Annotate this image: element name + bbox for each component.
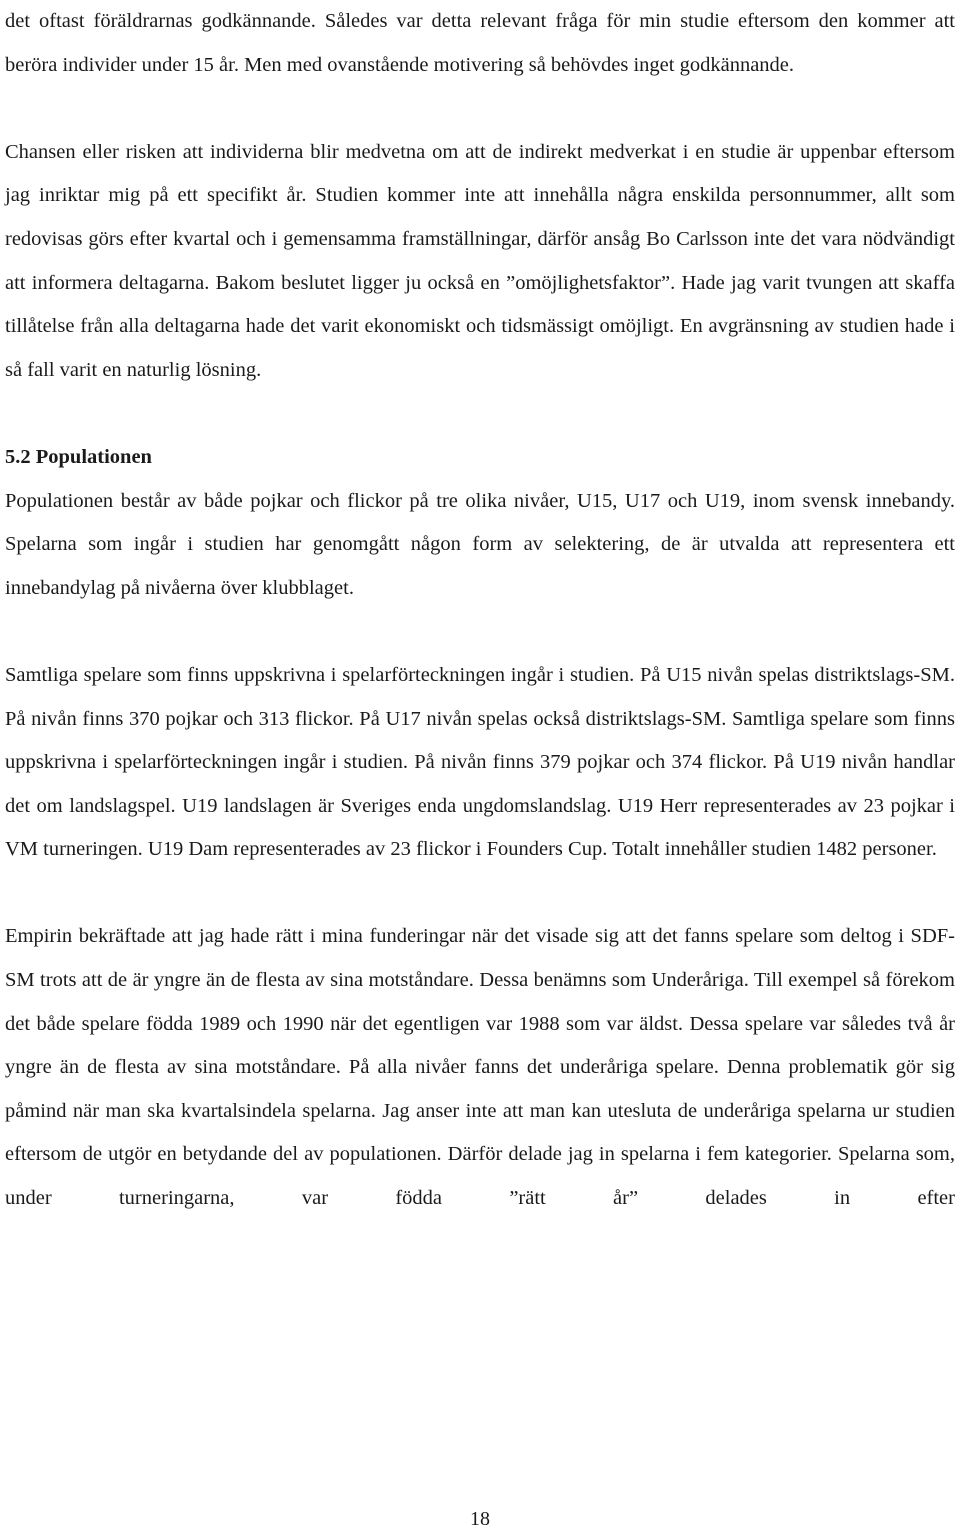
paragraph-empirics: Empirin bekräftade att jag hade rätt i mina funderingar när det visade sig att det fanns spelare som deltog i SDF-SM trots att de är yngre än de flesta av sina motståndare. Dessa benämns som Underåriga. Till exempel så förekom det både spelare födda 1989 och 1990 när det egentligen var 1988 som var äldst. Dessa spelare var således två år yngre än de flesta av sina motståndare. På alla nivåer fanns det underåriga spelare. Denna problematik gör sig påmind när man ska kvartalsindela spelarna. Jag anser inte att man kan utesluta de underåriga spelarna ur studien eftersom de utgör en betydande del av populationen. Därför delade jag in spelarna i fem kategorier. Spelarna som, under turneringarna, var födda ”rätt år” delades in efter (5, 925, 955, 1210)
paragraph-population: Populationen består av både pojkar och flickor på tre olika nivåer, U15, U17 och U19, inom svensk innebandy. Spelarna som ingår i studien har genomgått någon form av selektering, de är utvalda att representera ett innebandylag på nivåerna över klubblaget. (5, 489, 955, 599)
paragraph-gap (5, 610, 955, 654)
document-page (5, 0, 955, 1221)
paragraph-consent: det oftast föräldrarnas godkännande. Således var detta relevant fråga för min studie eftersom den kommer att beröra individer under 15 år. Men med ovanstående motivering så behövdes inget godkännande. (5, 10, 955, 76)
section-heading: 5.2 Populationen (5, 445, 152, 468)
paragraph-gap (5, 87, 955, 131)
paragraph-gap (5, 872, 955, 916)
page-number: 18 (470, 1508, 490, 1530)
paragraph-players: Samtliga spelare som finns uppskrivna i spelarförteckningen ingår i studien. På U15 nivån spelas distriktslags-SM. På nivån finns 370 pojkar och 313 flickor. På U17 nivån spelas också distriktslags-SM. Samtliga spelare som finns uppskrivna i spelarförteckningen ingår i studien. På nivån finns 379 pojkar och 374 flickor. På U19 nivån handlar det om landslagspel. U19 landslagen är Sveriges enda ungdomslandslag. U19 Herr representerades av 23 pojkar i VM turneringen. U19 Dam representerades av 23 flickor i Founders Cup. Totalt innehåller studien 1482 personer. (5, 663, 955, 861)
paragraph-awareness: Chansen eller risken att individerna blir medvetna om att de indirekt medverkat i en studie är uppenbar eftersom jag inriktar mig på ett specifikt år. Studien kommer inte att innehålla några enskilda personnummer, allt som redovisas görs efter kvartal och i gemensamma framställningar, därför ansåg Bo Carlsson inte det vara nödvändigt att informera deltagarna. Bakom beslutet ligger ju också en ”omöjlighetsfaktor”. Hade jag varit tvungen att skaffa tillåtelse från alla deltagarna hade det varit ekonomiskt och tidsmässigt omöjligt. En avgränsning av studien hade i så fall varit en naturlig lösning. (5, 140, 955, 381)
paragraph-gap (5, 392, 955, 436)
